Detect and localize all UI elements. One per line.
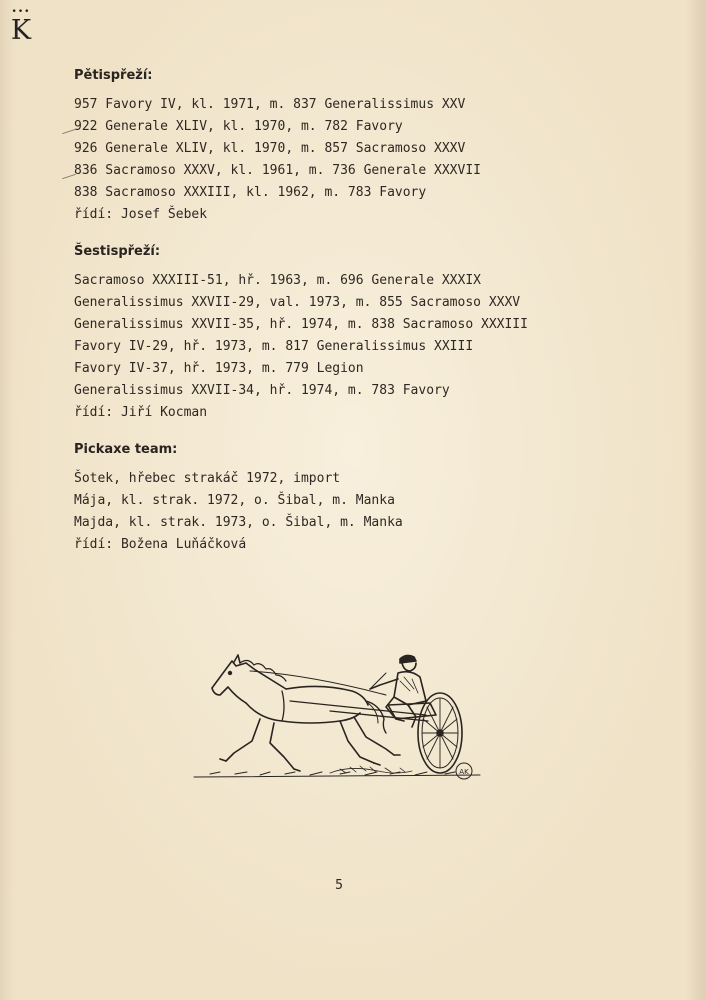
list-item: 926 Generale XLIV, kl. 1970, m. 857 Sacramoso XXXV: [74, 141, 466, 156]
sulky-figure: [388, 693, 462, 773]
list-item: Šotek, hřebec strakáč 1972, import: [74, 471, 341, 486]
horse-sulky-illustration: [190, 645, 485, 785]
list-item: 838 Sacramoso XXXIII, kl. 1962, m. 783 Favory: [74, 185, 427, 200]
driver-line: řídí: Josef Šebek: [74, 207, 208, 222]
page-number: 5: [335, 878, 343, 893]
list-item: Favory IV-29, hř. 1973, m. 817 Generalissimus XXIII: [74, 339, 474, 354]
driver-line: řídí: Jiří Kocman: [74, 405, 208, 420]
artist-monogram: [456, 763, 472, 779]
list-item: Sacramoso XXXIII-51, hř. 1963, m. 696 Generale XXXIX: [74, 273, 481, 288]
list-item: Generalissimus XXVII-35, hř. 1974, m. 838 Sacramoso XXXIII: [74, 317, 528, 332]
list-item: Generalissimus XXVII-29, val. 1973, m. 855 Sacramoso XXXV: [74, 295, 521, 310]
section-heading-pickaxe-team: Pickaxe team:: [74, 442, 178, 457]
artist-monogram-text: AK: [459, 768, 469, 776]
list-item: Mája, kl. strak. 1972, o. Šibal, m. Manka: [74, 493, 395, 508]
logo-crown-dots: •••: [11, 7, 31, 17]
list-item: Majda, kl. strak. 1973, o. Šibal, m. Manka: [74, 515, 403, 530]
list-item: 957 Favory IV, kl. 1971, m. 837 Generalissimus XXV: [74, 97, 466, 112]
list-item: 922 Generale XLIV, kl. 1970, m. 782 Favory: [74, 119, 403, 134]
section-heading-sestisprezi: Šestispřeží:: [74, 244, 161, 259]
driver-line: řídí: Božena Luňáčková: [74, 537, 247, 552]
list-item: Favory IV-37, hř. 1973, m. 779 Legion: [74, 361, 364, 376]
list-item: Generalissimus XXVII-34, hř. 1974, m. 783 Favory: [74, 383, 450, 398]
horse-figure: [212, 655, 428, 771]
logo-letter: K: [10, 15, 32, 46]
publisher-logo: [8, 8, 34, 48]
section-heading-petisprezi: Pětispřeží:: [74, 68, 153, 83]
list-item: 836 Sacramoso XXXV, kl. 1961, m. 736 Generale XXXVII: [74, 163, 481, 178]
